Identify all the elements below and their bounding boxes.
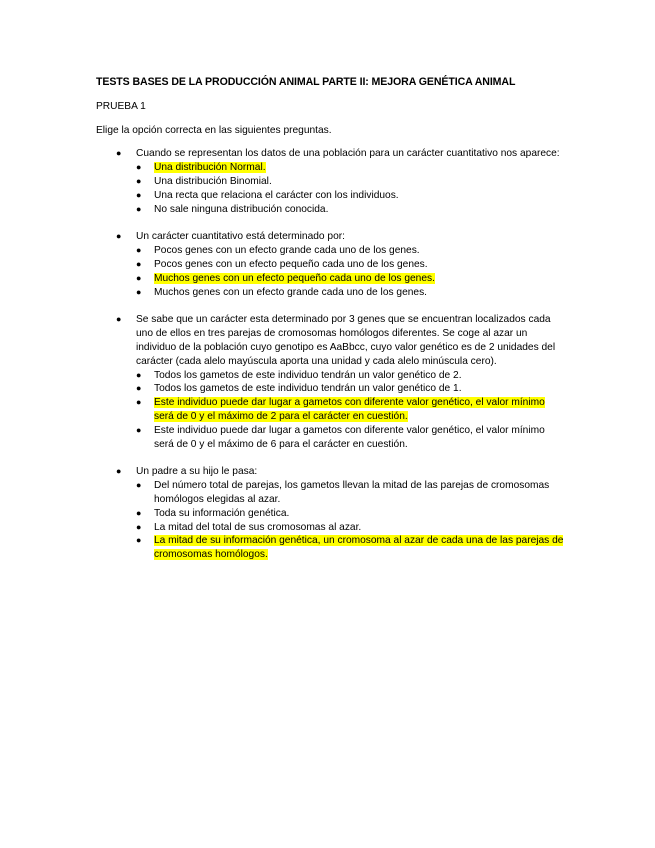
option-item <box>136 286 566 300</box>
bullet-icon: ● <box>136 383 142 394</box>
option-item <box>136 203 566 217</box>
bullet-icon: ● <box>136 203 142 214</box>
option-item <box>136 521 566 535</box>
bullet-icon: ● <box>116 148 122 159</box>
option-text: Todos los gametos de este individuo tendrán un valor genético de 1. <box>154 383 462 395</box>
instructions: Elige la opción correcta en las siguientes preguntas. <box>96 124 332 136</box>
highlighted-answer-text: Muchos genes con un efecto pequeño cada uno de los genes. <box>154 272 435 284</box>
correct-option <box>136 534 566 562</box>
question-item <box>96 147 566 216</box>
option-text: Pocos genes con un efecto grande cada uno de los genes. <box>154 245 420 257</box>
question-text: Cuando se representan los datos de una población para un carácter cuantitativo nos aparece: <box>136 148 560 160</box>
document-title: TESTS BASES DE LA PRODUCCIÓN ANIMAL PARTE II: MEJORA GENÉTICA ANIMAL <box>96 76 516 88</box>
option-list <box>136 479 566 562</box>
question-text: Un carácter cuantitativo está determinado por: <box>136 231 345 243</box>
highlighted-answer-text: Este individuo puede dar lugar a gametos con diferente valor genético, el valor mínimo será de 0 y el máximo de 2 para el carácter en cuestión. <box>154 397 545 422</box>
option-text: Del número total de parejas, los gametos llevan la mitad de las parejas de cromosomas homólogos elegidas al azar. <box>154 480 550 505</box>
option-text: Pocos genes con un efecto pequeño cada uno de los genes. <box>154 258 428 270</box>
bullet-icon: ● <box>136 480 142 491</box>
correct-option <box>136 396 566 424</box>
bullet-icon: ● <box>136 175 142 186</box>
bullet-icon: ● <box>136 272 142 283</box>
question-item <box>96 313 566 451</box>
bullet-icon: ● <box>136 369 142 380</box>
bullet-icon: ● <box>136 286 142 297</box>
bullet-icon: ● <box>136 245 142 256</box>
question-item <box>96 465 566 562</box>
bullet-icon: ● <box>136 521 142 532</box>
option-text: Una recta que relaciona el carácter con los individuos. <box>154 189 399 201</box>
option-text: Muchos genes con un efecto grande cada uno de los genes. <box>154 286 427 298</box>
bullet-icon: ● <box>136 189 142 200</box>
bullet-icon: ● <box>116 314 122 325</box>
option-item <box>136 369 566 383</box>
option-item <box>136 189 566 203</box>
bullet-icon: ● <box>136 424 142 435</box>
bullet-icon: ● <box>136 507 142 518</box>
highlighted-answer-text: Una distribución Normal. <box>154 162 266 174</box>
bullet-icon: ● <box>116 466 122 477</box>
option-text: No sale ninguna distribución conocida. <box>154 203 329 215</box>
question-text: Un padre a su hijo le pasa: <box>136 466 258 478</box>
option-text: Toda su información genética. <box>154 507 290 519</box>
bullet-icon: ● <box>136 258 142 269</box>
bullet-icon: ● <box>136 397 142 408</box>
option-text: La mitad del total de sus cromosomas al azar. <box>154 521 362 533</box>
option-item <box>136 175 566 189</box>
option-list <box>136 369 566 452</box>
option-text: Todos los gametos de este individuo tendrán un valor genético de 2. <box>154 369 462 381</box>
correct-option <box>136 161 566 175</box>
question-list <box>96 147 566 562</box>
test-label: PRUEBA 1 <box>96 100 146 112</box>
question-item <box>96 230 566 299</box>
option-item <box>136 424 566 452</box>
document-content <box>96 76 566 576</box>
bullet-icon: ● <box>116 231 122 242</box>
bullet-icon: ● <box>136 162 142 173</box>
highlighted-answer-text: La mitad de su información genética, un cromosoma al azar de cada una de las parejas de cromosomas homólogos. <box>154 535 564 561</box>
option-item <box>136 507 566 521</box>
option-list <box>136 161 566 216</box>
option-list <box>136 244 566 299</box>
option-item <box>136 244 566 258</box>
option-item <box>136 382 566 396</box>
option-text: Este individuo puede dar lugar a gametos con diferente valor genético, el valor mínimo será de 0 y el máximo de 6 para el carácter en cuestión. <box>154 424 545 450</box>
option-text: Una distribución Binomial. <box>154 175 272 187</box>
bullet-icon: ● <box>136 535 142 546</box>
option-item <box>136 479 566 507</box>
correct-option <box>136 272 566 286</box>
question-text: Se sabe que un carácter esta determinado por 3 genes que se encuentran localizados cada uno de ellos en tres parejas de cromosomas homólogos diferentes. Se coge al azar un individuo de la población cuyo genotipo es AaBbcc, cuyo valor genético es de 2 unidades del carácter (cada alelo mayúscula aporta una unidad y cada alelo minúscula cero). <box>136 314 556 367</box>
option-item <box>136 258 566 272</box>
